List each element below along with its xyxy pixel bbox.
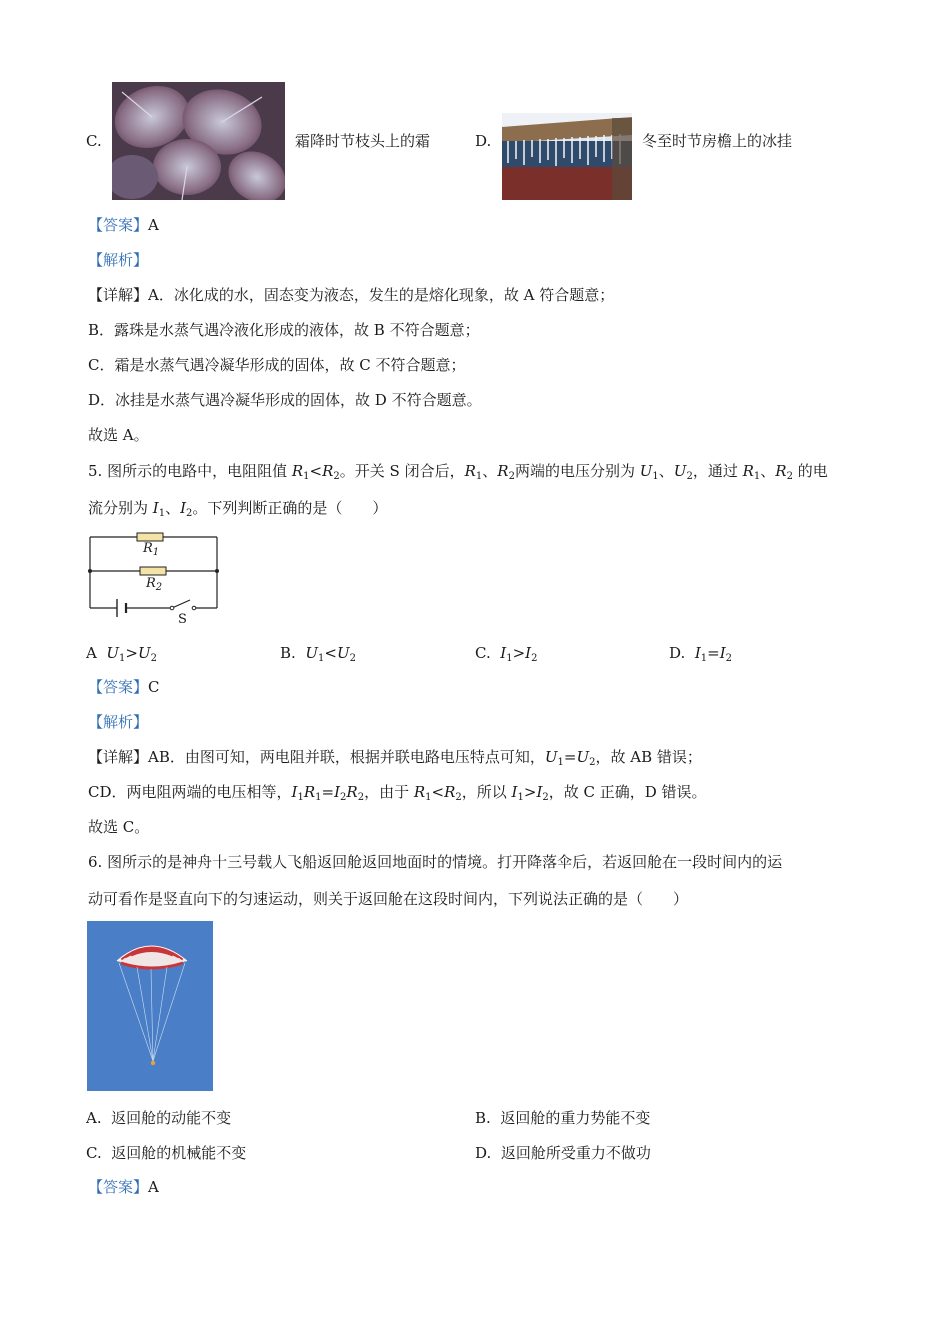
q4-option-d-caption: 冬至时节房檐上的冰挂 [642, 132, 793, 150]
q4-option-c-letter: C. [86, 132, 102, 150]
q4-answer: 【答案】A [88, 216, 159, 234]
q5-conclusion: 故选 C。 [88, 818, 150, 836]
q5-answer: 【答案】C [88, 678, 160, 696]
q4-analysis-tag: 【解析】 [88, 251, 149, 269]
frost-leaves-photo [112, 82, 285, 200]
q5-option-c: C. $I_1>I_2$ [475, 644, 538, 664]
q4-detail-b: B．露珠是水蒸气遇冷液化形成的液体，故 B 不符合题意； [88, 321, 480, 339]
circuit-diagram [86, 530, 226, 630]
q4-detail-a: 【详解】A．冰化成的水，固态变为液态，发生的是熔化现象，故 A 符合题意； [88, 286, 615, 304]
q6-answer: 【答案】A [88, 1178, 159, 1196]
q5-stem-line1: 5. 图所示的电路中，电阻阻值 $R_1<R_2$。开关 S 闭合后，$R_1$、$R_2$两端的电压分别为 $U_1$、$U_2$，通过 $R_1$、$R_2$ 的电 [88, 462, 828, 482]
q4-conclusion: 故选 A。 [88, 426, 149, 444]
q4-option-c-caption: 霜降时节枝头上的霜 [295, 132, 431, 150]
eaves-icicles-photo [502, 113, 632, 200]
q6-stem-line1: 6. 图所示的是神舟十三号载人飞船返回舱返回地面时的情境。打开降落伞后，若返回舱在一段时间内的运 [88, 853, 783, 871]
q5-option-b: B. $U_1<U_2$ [280, 644, 356, 664]
switch-label: S [178, 612, 187, 627]
q6-option-c: C. 返回舱的机械能不变 [86, 1144, 247, 1162]
q6-option-d: D. 返回舱所受重力不做功 [475, 1144, 651, 1162]
q4-detail-c: C．霜是水蒸气遇冷凝华形成的固体，故 C 不符合题意； [88, 356, 466, 374]
resistor-r1 [137, 533, 163, 541]
q5-detail-cd: CD．两电阻两端的电压相等，$I_1R_1=I_2R_2$，由于 $R_1<R_2$，所以 $I_1>I_2$，故 C 正确，D 错误。 [88, 783, 707, 803]
q6-option-b: B. 返回舱的重力势能不变 [475, 1109, 651, 1127]
resistor-r2 [140, 567, 166, 575]
q5-option-a: A $U_1>U_2$ [86, 644, 158, 664]
q4-option-d-letter: D. [475, 132, 492, 150]
r2-label: $R_2$ [146, 576, 163, 593]
q6-option-a: A. 返回舱的动能不变 [86, 1109, 232, 1127]
q5-detail-ab: 【详解】AB．由图可知，两电阻并联，根据并联电路电压特点可知，$U_1=U_2$，故 AB 错误； [88, 748, 702, 768]
r1-label: $R_1$ [143, 541, 160, 558]
parachute-capsule-photo [87, 921, 213, 1091]
q4-detail-d: D．冰挂是水蒸气遇冷凝华形成的固体，故 D 不符合题意。 [88, 391, 482, 409]
q5-option-d: D. $I_1=I_2$ [669, 644, 733, 664]
q6-stem-line2: 动可看作是竖直向下的匀速运动，则关于返回舱在这段时间内，下列说法正确的是（ ） [88, 890, 689, 908]
q5-stem-line2: 流分别为 $I_1$、$I_2$。下列判断正确的是（ ） [88, 499, 388, 519]
q5-analysis-tag: 【解析】 [88, 713, 149, 731]
